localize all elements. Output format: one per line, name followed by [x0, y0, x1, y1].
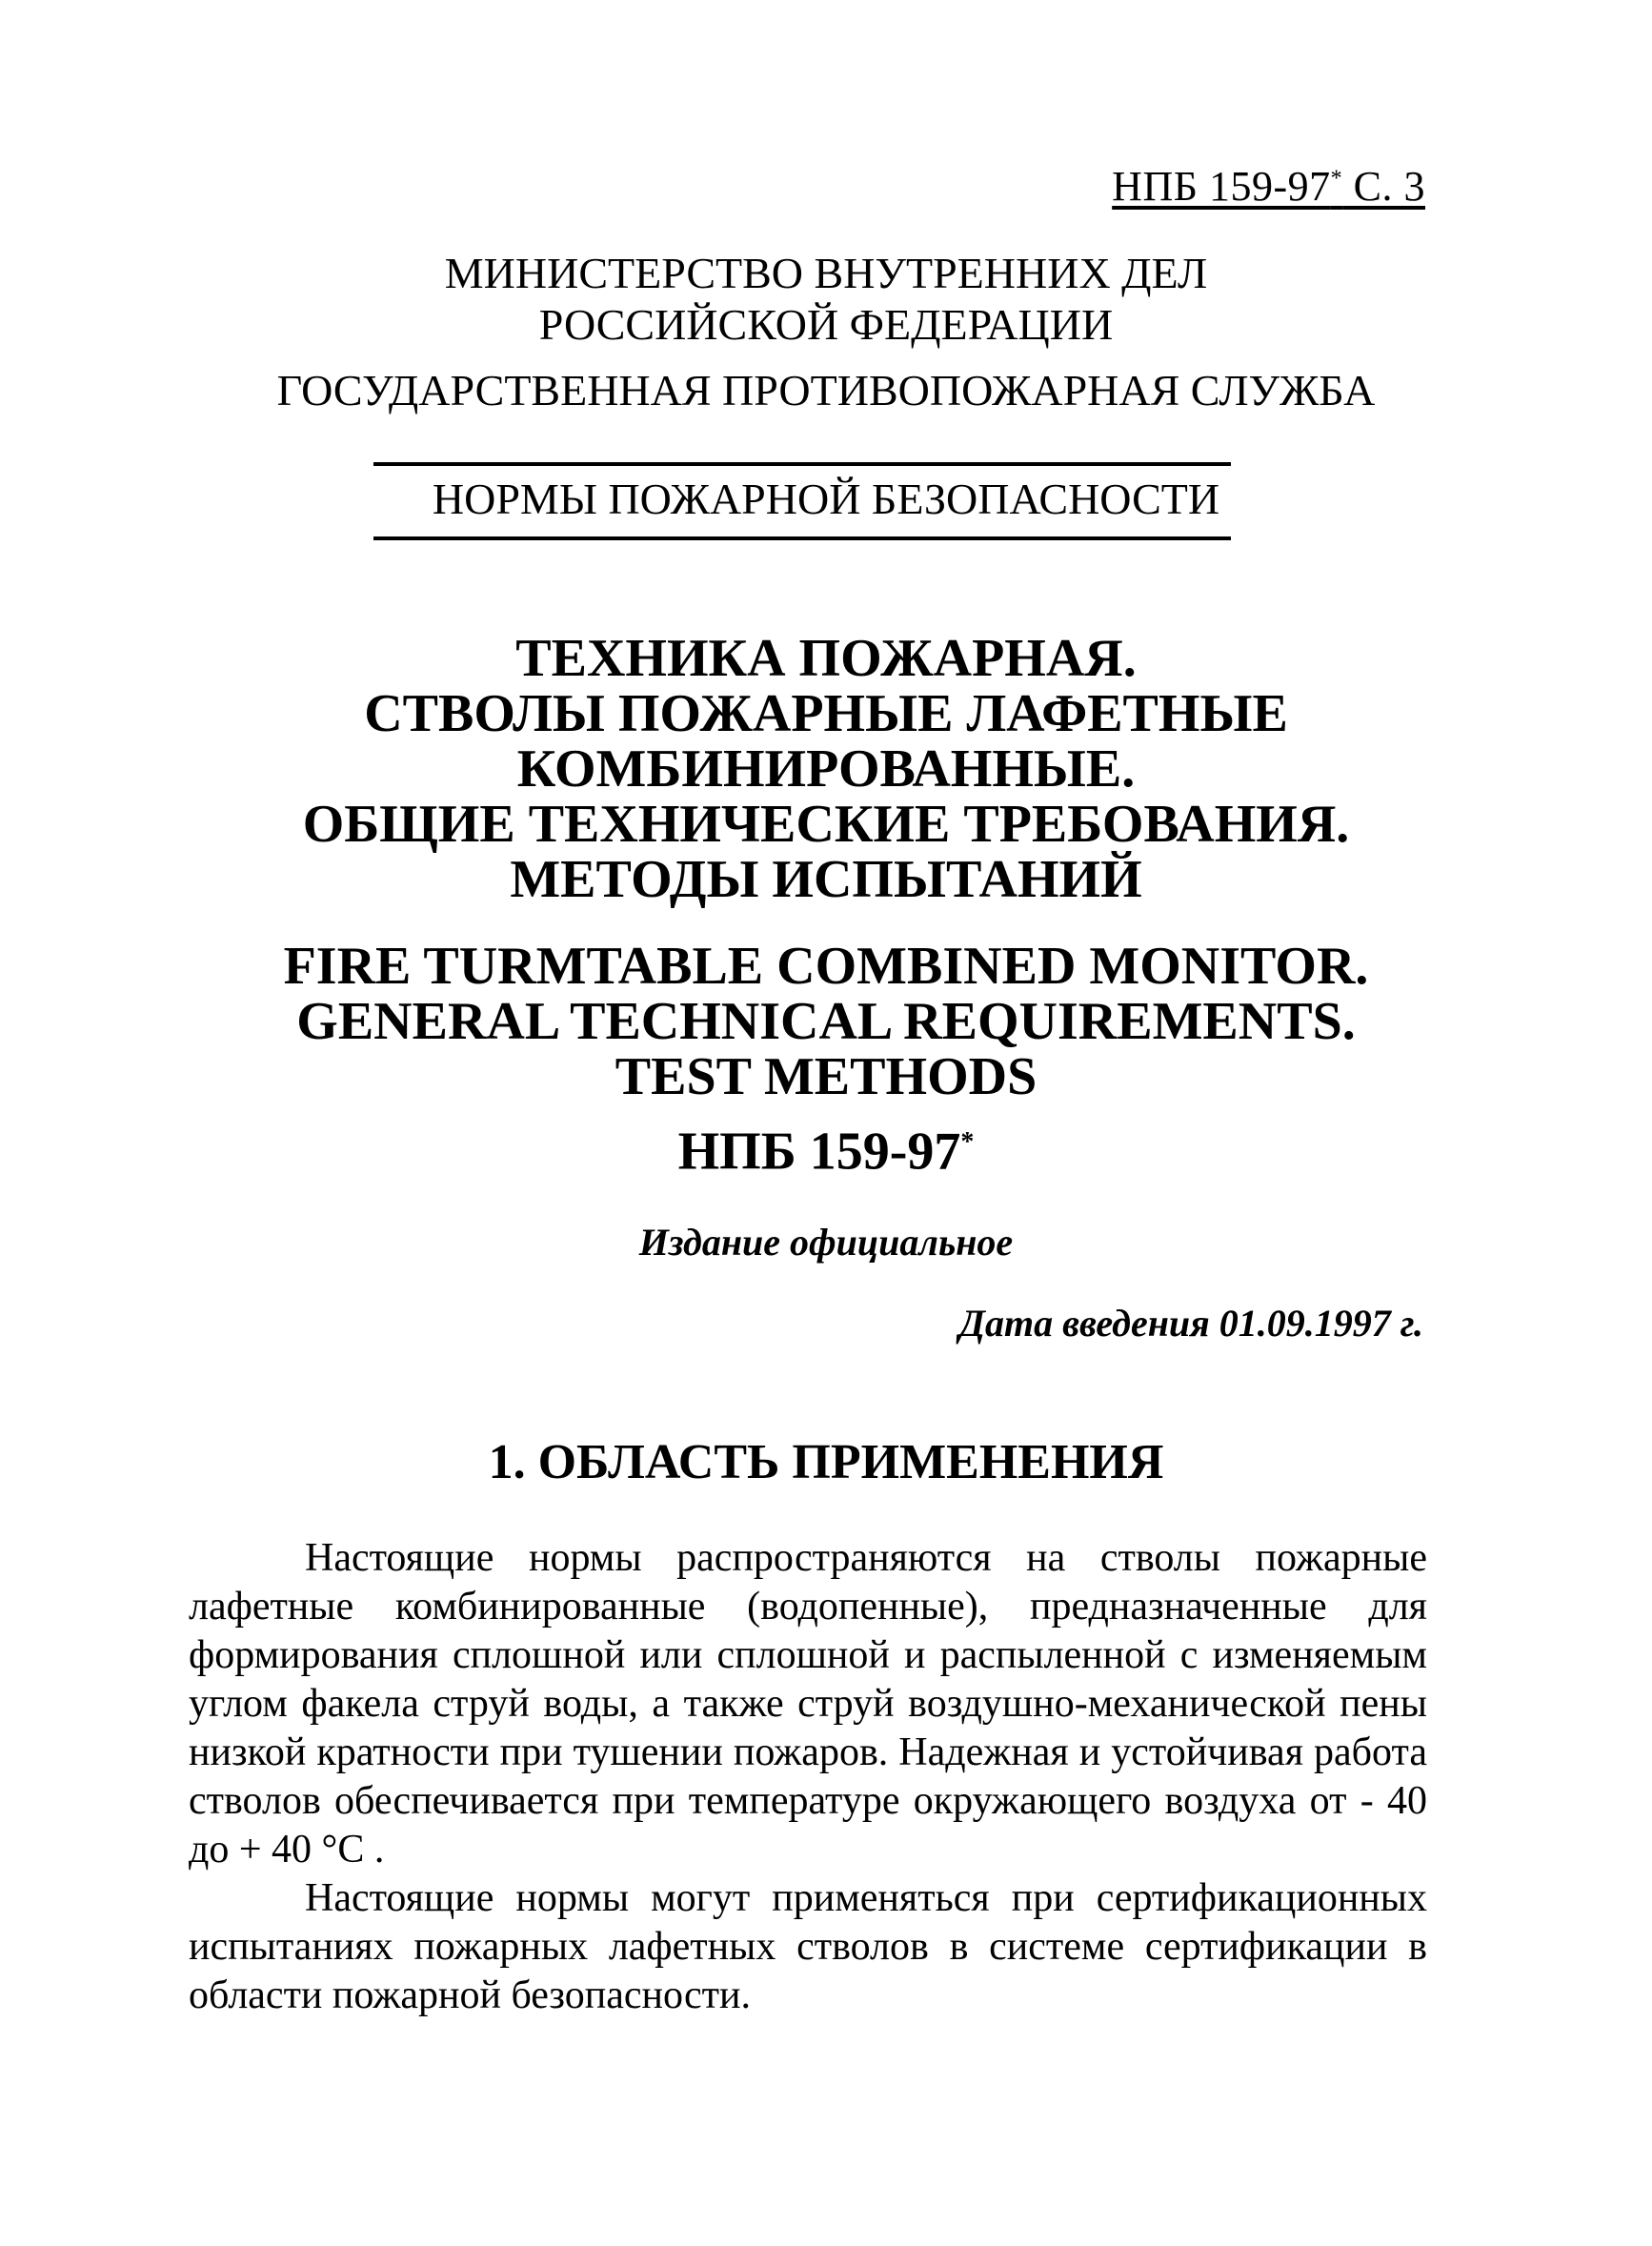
ministry-line-2: РОССИЙСКОЙ ФЕДЕРАЦИИ [538, 300, 1114, 349]
edition-note: Издание официальное [638, 1221, 1014, 1264]
document-title-en [0, 939, 1652, 1104]
doc-code-text: НПБ 159-97 [677, 1122, 961, 1182]
title-ru-line: КОМБИНИРОВАННЫЕ. [516, 739, 1136, 799]
header-doc-ref: НПБ 159-97 [1112, 163, 1331, 210]
paragraph: Настоящие нормы могут применяться при сертификационных испытаниях пожарных лафетных стволов в системе сертификации в области пожарной безопасности. [189, 1876, 1427, 2017]
ministry-line-1: МИНИСТЕРСТВО ВНУТРЕННИХ ДЕЛ [444, 249, 1208, 297]
section-1-body [189, 1534, 1427, 2020]
header-doc-ref-star: * [1330, 166, 1343, 192]
introduction-date: Дата введения 01.09.1997 г. [958, 1302, 1423, 1345]
document-code [0, 1115, 1652, 1180]
paragraph: Настоящие нормы распространяются на стволы пожарные лафетные комбинированные (водопенные), предназначенные для формирования сплошной или сплошной и распыленной с изменяемым углом факела струй воды, а также струй воздушно-механической пены низкой кратности при тушении пожаров. Надежная и устойчивая работа стволов обеспечивается при температуре окружающего воздуха от - 40 до + 40 °С . [189, 1536, 1427, 1872]
norms-rule-bottom [373, 536, 1231, 540]
norms-rule-top [373, 462, 1231, 466]
title-ru-line: ТЕХНИКА ПОЖАРНАЯ. [515, 629, 1137, 688]
title-ru-line: СТВОЛЫ ПОЖАРНЫЕ ЛАФЕТНЫЕ [364, 684, 1288, 743]
title-en-line: FIRE TURMTABLE COMBINED MONITOR. [283, 937, 1369, 996]
norms-title: НОРМЫ ПОЖАРНОЙ БЕЗОПАСНОСТИ [432, 475, 1220, 523]
title-en-line: TEST METHODS [614, 1047, 1038, 1106]
service-name: ГОСУДАРСТВЕННАЯ ПРОТИВОПОЖАРНАЯ СЛУЖБА [276, 366, 1376, 415]
title-ru-line: ОБЩИЕ ТЕХНИЧЕСКИЕ ТРЕБОВАНИЯ. [302, 795, 1350, 854]
title-en-line: GENERAL TECHNICAL REQUIREMENTS. [296, 992, 1356, 1051]
ministry-name [0, 248, 1652, 351]
title-ru-line: МЕТОДЫ ИСПЫТАНИЙ [510, 850, 1142, 909]
document-title-ru [0, 631, 1652, 907]
page-header-reference [1112, 162, 1425, 211]
section-1-heading: 1. ОБЛАСТЬ ПРИМЕНЕНИЯ [488, 1435, 1164, 1489]
doc-code-star: * [960, 1127, 975, 1157]
header-page-label: С. 3 [1342, 163, 1425, 210]
